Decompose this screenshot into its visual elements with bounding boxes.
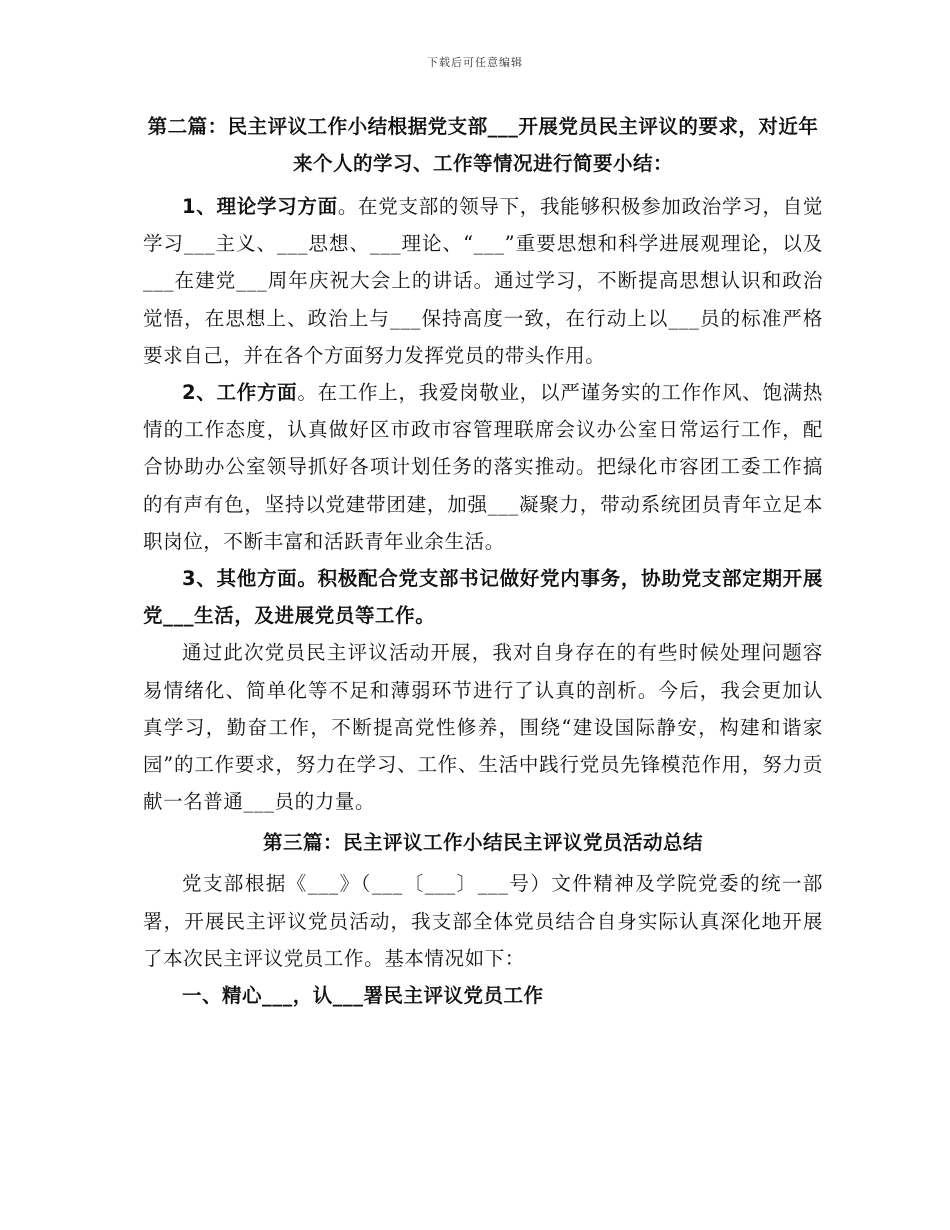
section-title: 第三篇：民主评议工作小结民主评议党员活动总结 [262,831,703,855]
paragraph-text: 。在工作上，我爱岗敬业，以严谨务实的工作作风、饱满热情的工作态度，认真做好区市政市容管理联席会议办公室日常运行工作，配合协助办公室领导抓好各项计划任务的落实推动。把绿化市容团工委工作搞的有声有色，坚持以党建带团建，加强___凝聚力，带动系统团员青年立足本职岗位，不断丰富和活跃青年业余生活。 [143,381,823,553]
article-title: 第二篇：民主评议工作小结根据党支部___开展党员民主评议的要求，对近年来个人的学习、工作等情况进行简要小结： [147,115,819,175]
paragraph-conclusion: 通过此次党员民主评议活动开展，我对自身存在的有些时候处理问题容易情绪化、简单化等不足和薄弱环节进行了认真的剖析。今后，我会更加认真学习，勤奋工作，不断提高党性修养，围绕“建设国际静安，构建和谐家园”的工作要求，努力在学习、工作、生活中践行党员先锋模范作用，努力贡献一名普通___员的力量。 [143,641,823,814]
sub-heading: 一、精心___，认___署民主评议党员工作 [182,984,544,1008]
document-body [143,108,823,1014]
paragraph-text: 。在党支部的领导下，我能够积极参加政治学习，自觉学习___主义、___思想、___理论、“___”重要思想和科学进展观理论，以及___在建党___周年庆祝大会上的讲话。通过学习，不断提高思想认识和政治觉悟，在思想上、政治上与___保持高度一致，在行动上以___员的标准严格要求自己，并在各个方面努力发挥党员的带头作用。 [143,195,823,367]
paragraph-lead: 1、理论学习方面 [182,195,338,218]
paragraph-lead: 2、工作方面 [182,381,298,405]
paragraph-theory-study [143,188,823,374]
paragraph-other: 3、其他方面。积极配合党支部书记做好党内事务，协助党支部定期开展党___生活，及进展党员等工作。 [143,567,823,628]
paragraph-work [143,374,823,560]
header-note: 下载后可任意编辑 [427,56,523,69]
paragraph-intro: 党支部根据《___》（___〔___〕___号）文件精神及学院党委的统一部署，开展民主评议党员活动，我支部全体党员结合自身实际认真深化地开展了本次民主评议党员工作。基本情况如下： [143,872,823,970]
